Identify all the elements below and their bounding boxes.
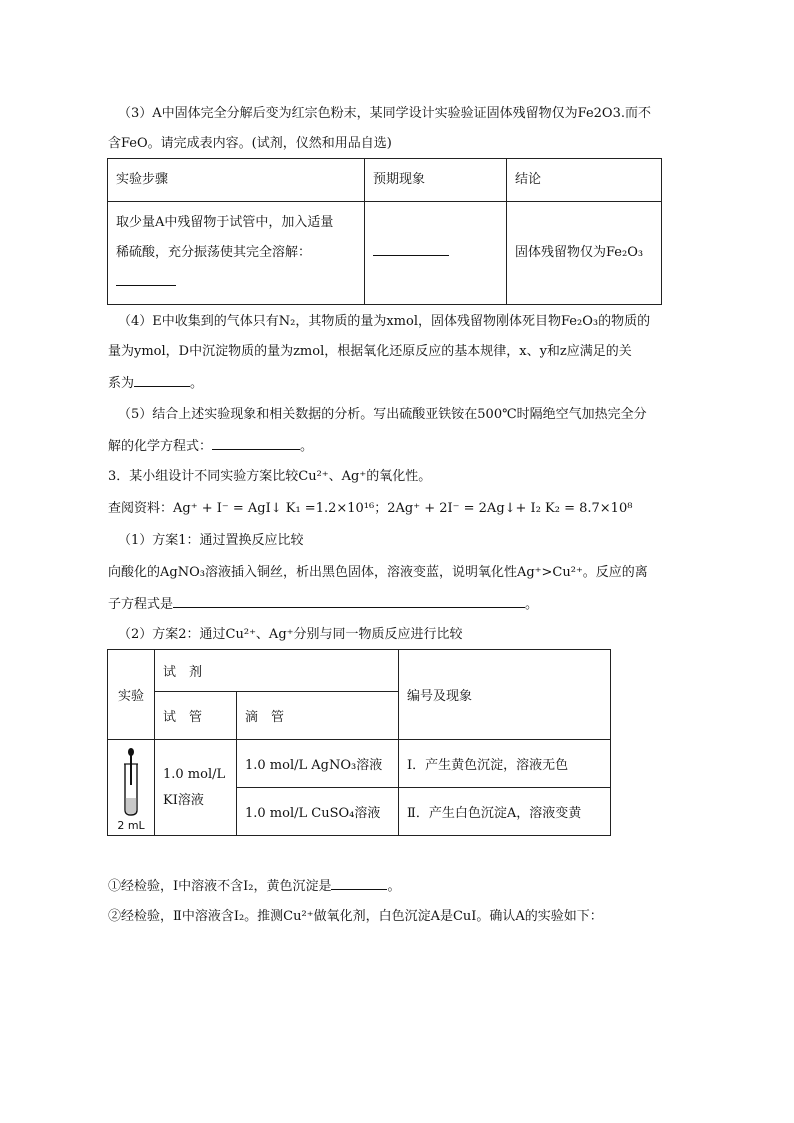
tube-reagent-line1: 1.0 mol/L [163,766,226,782]
q5-line2-pre: 解的化学方程式： [108,439,213,454]
header-steps: 实验步骤 [108,159,365,202]
q4-line3 [108,373,203,394]
dropper-cell-1: 1.0 mol/L AgNO₃溶液 [237,740,399,788]
header-reagent: 试 剂 [155,650,399,692]
q4-line3-pre: 系为 [108,376,135,391]
step-text-2: 稀硫酸，充分振荡使其完全溶解： [116,245,312,260]
p3-s1-line1: 向酸化的AgNO₃溶液插入铜丝，析出黑色固体，溶液变蓝，说明氧化性Ag⁺>Cu²⁺。反应的离 [108,565,648,580]
q4-line3-post: 。 [190,376,204,391]
apparatus-cell [108,740,155,836]
p3-s1-line2 [108,594,538,615]
phenomenon-answer-blank[interactable] [373,242,449,256]
p3-s2-title: （2）方案2：通过Cu²⁺、Ag⁺分别与同一物质反应进行比较 [118,627,463,642]
q3-line1: （3）A中固体完全分解后变为红宗色粉末，某同学设计实验验证固体残留物仅为Fe2O3.而不 [118,106,651,121]
tube-volume-label: 2 mL [117,818,145,832]
test-tube-diagram [115,746,147,830]
q4-line1: （4）E中收集到的气体只有N₂，其物质的量为xmol，固体残留物刚体死目物Fe₂O₃的物质的 [118,314,651,329]
result-cell-2: Ⅱ．产生白色沉淀A，溶液变黄 [399,788,611,836]
header-experiment: 实验 [108,650,155,740]
q4-answer-blank[interactable] [134,373,190,387]
verification-table [107,158,662,305]
q5-answer-blank[interactable] [212,436,300,450]
header-tube: 试 管 [155,692,237,740]
after-line1-post: 。 [387,879,401,894]
yellow-precipitate-blank[interactable] [331,876,387,890]
header-dropper: 滴 管 [237,692,399,740]
q5-line2 [108,436,313,457]
p3-s1-title: （1）方案1：通过置换反应比较 [118,533,304,548]
p3-reference: 查阅资料：Ag⁺ + I⁻ = AgI↓ K₁ =1.2×10¹⁶；2Ag⁺ + 2I⁻ = 2Ag↓+ I₂ K₂ = 8.7×10⁸ [108,501,633,516]
after-line2: ②经检验，Ⅱ中溶液含I₂。推测Cu²⁺做氧化剂，白色沉淀A是CuI。确认A的实验如下： [108,909,603,924]
q5-line2-post: 。 [300,439,314,454]
q4-line2: 量为ymol，D中沉淀物质的量为zmol，根据氧化还原反应的基本规律，x、y和z应满足的关 [108,344,632,359]
phenomenon-cell [365,202,507,305]
ionic-equation-blank[interactable] [173,594,525,608]
after-line1 [108,876,401,897]
dropper-and-tube-icon [115,746,147,816]
step-cell [108,202,365,305]
step-text-1: 取少量A中残留物于试管中，加入适量 [116,215,334,230]
header-phenomenon: 预期现象 [365,159,507,202]
after-line1-pre: ①经检验，Ⅰ中溶液不含I₂，黄色沉淀是 [108,879,332,894]
header-result: 编号及现象 [399,650,611,740]
header-conclusion: 结论 [507,159,662,202]
q5-line1: （5）结合上述实验现象和相关数据的分析。写出硫酸亚铁铵在500℃时隔绝空气加热完全分 [118,407,647,422]
conclusion-cell: 固体残留物仅为Fe₂O₃ [507,202,662,305]
p3-s1-line2-pre: 子方程式是 [108,597,174,612]
p3-title: 3．某小组设计不同实验方案比较Cu²⁺、Ag⁺的氧化性。 [108,469,432,484]
tube-reagent-line2: KI溶液 [163,792,204,808]
p3-s1-line2-post: 。 [525,597,539,612]
dropper-cell-2: 1.0 mol/L CuSO₄溶液 [237,788,399,836]
tube-reagent-cell [155,740,237,836]
q3-line2: 含FeO。请完成表内容。(试剂，仪然和用品自选) [108,136,392,151]
result-cell-1: Ⅰ．产生黄色沉淀，溶液无色 [399,740,611,788]
comparison-table [107,649,611,836]
step-answer-blank[interactable] [116,272,176,286]
